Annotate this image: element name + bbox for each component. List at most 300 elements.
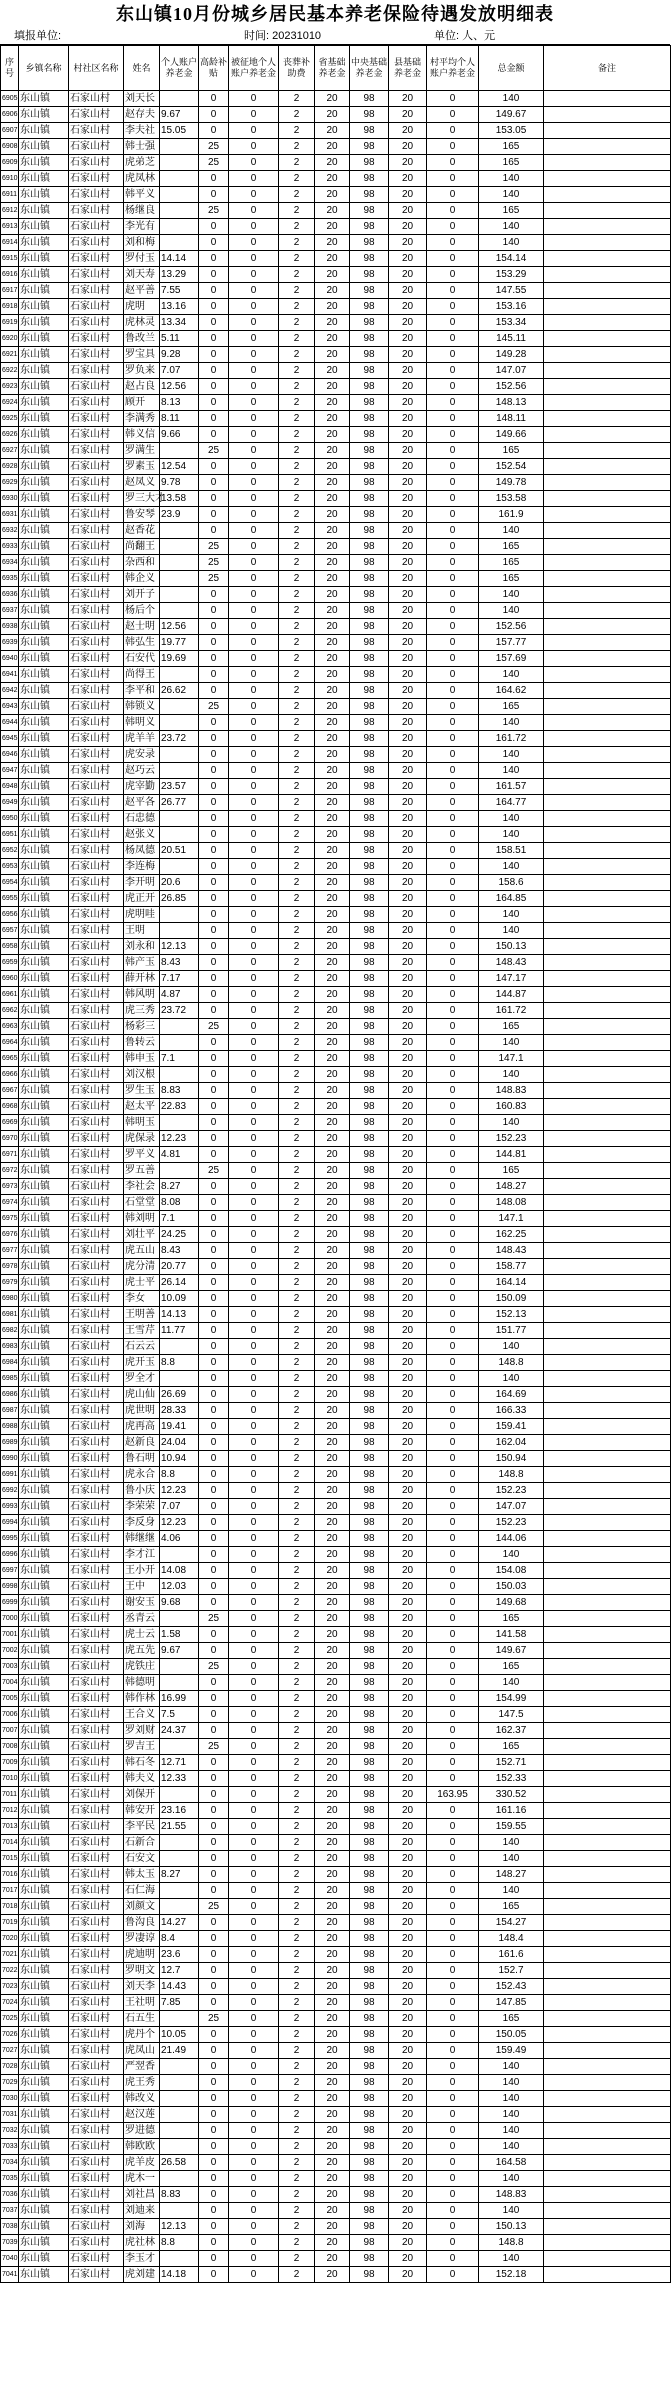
- cell-name: 石仁海: [124, 1883, 160, 1899]
- cell-total: 164.62: [479, 683, 544, 699]
- cell-note: [544, 539, 671, 555]
- cell-note: [544, 155, 671, 171]
- table-row: [1, 2171, 671, 2187]
- table-row: [1, 1371, 671, 1387]
- cell-central-pension: 98: [350, 2251, 389, 2267]
- cell-seq: 7033: [1, 2139, 19, 2155]
- cell-provincial-pension: 20: [315, 91, 350, 107]
- cell-elderly-subsidy: 0: [199, 1387, 229, 1403]
- table-row: [1, 203, 671, 219]
- cell-funeral-subsidy: 2: [279, 683, 315, 699]
- cell-village: 石家山村: [69, 1275, 124, 1291]
- cell-individual-account: 8.8: [160, 1355, 199, 1371]
- table-row: [1, 843, 671, 859]
- cell-land-pension: 0: [229, 171, 279, 187]
- cell-name: 虎明: [124, 299, 160, 315]
- table-row: [1, 2139, 671, 2155]
- table-row: [1, 1723, 671, 1739]
- cell-provincial-pension: 20: [315, 2219, 350, 2235]
- cell-name: 赵太平: [124, 1099, 160, 1115]
- cell-central-pension: 98: [350, 1611, 389, 1627]
- cell-provincial-pension: 20: [315, 731, 350, 747]
- cell-village-pension: 0: [427, 827, 479, 843]
- cell-note: [544, 1499, 671, 1515]
- cell-seq: 6989: [1, 1435, 19, 1451]
- cell-seq: 6932: [1, 523, 19, 539]
- cell-land-pension: 0: [229, 1995, 279, 2011]
- cell-note: [544, 1355, 671, 1371]
- pension-table: [0, 45, 671, 2283]
- cell-village-pension: 0: [427, 843, 479, 859]
- cell-village: 石家山村: [69, 107, 124, 123]
- cell-village-pension: 0: [427, 1675, 479, 1691]
- cell-central-pension: 98: [350, 2027, 389, 2043]
- cell-note: [544, 523, 671, 539]
- cell-name: 杂西和: [124, 555, 160, 571]
- cell-town: 东山镇: [19, 379, 69, 395]
- cell-county-pension: 20: [389, 1979, 427, 1995]
- cell-village: 石家山村: [69, 539, 124, 555]
- cell-seq: 6949: [1, 795, 19, 811]
- cell-land-pension: 0: [229, 1051, 279, 1067]
- cell-total: 153.05: [479, 123, 544, 139]
- cell-individual-account: 14.08: [160, 1563, 199, 1579]
- column-header: 中央基础养老金: [350, 46, 389, 91]
- cell-village: 石家山村: [69, 2091, 124, 2107]
- column-header: 村社区名称: [69, 46, 124, 91]
- cell-village-pension: 0: [427, 107, 479, 123]
- cell-total: 141.58: [479, 1627, 544, 1643]
- cell-village: 石家山村: [69, 1227, 124, 1243]
- cell-seq: 6977: [1, 1243, 19, 1259]
- cell-town: 东山镇: [19, 1035, 69, 1051]
- cell-elderly-subsidy: 0: [199, 827, 229, 843]
- cell-provincial-pension: 20: [315, 715, 350, 731]
- cell-seq: 6997: [1, 1563, 19, 1579]
- cell-village-pension: 0: [427, 1771, 479, 1787]
- cell-town: 东山镇: [19, 1579, 69, 1595]
- table-row: [1, 1355, 671, 1371]
- cell-total: 148.8: [479, 2235, 544, 2251]
- cell-village-pension: 0: [427, 1451, 479, 1467]
- cell-county-pension: 20: [389, 1963, 427, 1979]
- cell-total: 150.03: [479, 1579, 544, 1595]
- cell-funeral-subsidy: 2: [279, 955, 315, 971]
- cell-land-pension: 0: [229, 1755, 279, 1771]
- cell-central-pension: 98: [350, 1515, 389, 1531]
- table-row: [1, 907, 671, 923]
- cell-total: 147.07: [479, 363, 544, 379]
- cell-land-pension: 0: [229, 859, 279, 875]
- cell-name: 韩平义: [124, 187, 160, 203]
- cell-land-pension: 0: [229, 1963, 279, 1979]
- cell-seq: 6940: [1, 651, 19, 667]
- cell-provincial-pension: 20: [315, 1819, 350, 1835]
- cell-funeral-subsidy: 2: [279, 1483, 315, 1499]
- cell-elderly-subsidy: 0: [199, 779, 229, 795]
- table-row: [1, 1531, 671, 1547]
- cell-village-pension: 0: [427, 811, 479, 827]
- cell-provincial-pension: 20: [315, 1067, 350, 1083]
- cell-town: 东山镇: [19, 1771, 69, 1787]
- cell-central-pension: 98: [350, 1083, 389, 1099]
- cell-elderly-subsidy: 0: [199, 923, 229, 939]
- cell-county-pension: 20: [389, 1291, 427, 1307]
- table-row: [1, 443, 671, 459]
- cell-land-pension: 0: [229, 747, 279, 763]
- cell-seq: 7000: [1, 1611, 19, 1627]
- cell-total: 140: [479, 2203, 544, 2219]
- table-row: [1, 699, 671, 715]
- cell-note: [544, 1547, 671, 1563]
- cell-total: 140: [479, 715, 544, 731]
- cell-funeral-subsidy: 2: [279, 811, 315, 827]
- cell-land-pension: 0: [229, 2171, 279, 2187]
- cell-total: 147.55: [479, 283, 544, 299]
- cell-total: 140: [479, 1835, 544, 1851]
- cell-funeral-subsidy: 2: [279, 1531, 315, 1547]
- cell-seq: 6960: [1, 971, 19, 987]
- cell-town: 东山镇: [19, 1835, 69, 1851]
- cell-village-pension: 0: [427, 2011, 479, 2027]
- cell-county-pension: 20: [389, 779, 427, 795]
- cell-name: 虎迪明: [124, 1947, 160, 1963]
- cell-elderly-subsidy: 0: [199, 1195, 229, 1211]
- cell-county-pension: 20: [389, 251, 427, 267]
- cell-total: 152.54: [479, 459, 544, 475]
- cell-name: 鲁石明: [124, 1451, 160, 1467]
- cell-provincial-pension: 20: [315, 347, 350, 363]
- cell-town: 东山镇: [19, 507, 69, 523]
- cell-name: 李夫社: [124, 123, 160, 139]
- cell-land-pension: 0: [229, 139, 279, 155]
- cell-seq: 7027: [1, 2043, 19, 2059]
- cell-note: [544, 507, 671, 523]
- cell-county-pension: 20: [389, 219, 427, 235]
- cell-funeral-subsidy: 2: [279, 2043, 315, 2059]
- cell-town: 东山镇: [19, 235, 69, 251]
- cell-county-pension: 20: [389, 363, 427, 379]
- cell-county-pension: 20: [389, 1147, 427, 1163]
- cell-county-pension: 20: [389, 1835, 427, 1851]
- cell-town: 东山镇: [19, 1979, 69, 1995]
- cell-funeral-subsidy: 2: [279, 1403, 315, 1419]
- cell-seq: 7010: [1, 1771, 19, 1787]
- cell-provincial-pension: 20: [315, 1691, 350, 1707]
- cell-land-pension: 0: [229, 811, 279, 827]
- cell-town: 东山镇: [19, 1019, 69, 1035]
- cell-village: 石家山村: [69, 1259, 124, 1275]
- cell-county-pension: 20: [389, 1595, 427, 1611]
- cell-seq: 6961: [1, 987, 19, 1003]
- cell-name: 顾开: [124, 395, 160, 411]
- cell-seq: 6970: [1, 1131, 19, 1147]
- cell-individual-account: 9.66: [160, 427, 199, 443]
- cell-name: 石安文: [124, 1851, 160, 1867]
- cell-county-pension: 20: [389, 555, 427, 571]
- cell-seq: 7030: [1, 2091, 19, 2107]
- cell-note: [544, 667, 671, 683]
- cell-note: [544, 1211, 671, 1227]
- cell-central-pension: 98: [350, 363, 389, 379]
- cell-individual-account: 12.33: [160, 1771, 199, 1787]
- cell-individual-account: 24.37: [160, 1723, 199, 1739]
- cell-village: 石家山村: [69, 2107, 124, 2123]
- cell-village: 石家山村: [69, 587, 124, 603]
- cell-total: 165: [479, 1899, 544, 1915]
- cell-note: [544, 635, 671, 651]
- cell-note: [544, 1979, 671, 1995]
- cell-note: [544, 1787, 671, 1803]
- cell-village-pension: 0: [427, 619, 479, 635]
- cell-note: [544, 123, 671, 139]
- cell-funeral-subsidy: 2: [279, 395, 315, 411]
- cell-name: 王社明: [124, 1995, 160, 2011]
- cell-funeral-subsidy: 2: [279, 2027, 315, 2043]
- cell-total: 165: [479, 539, 544, 555]
- cell-central-pension: 98: [350, 539, 389, 555]
- cell-total: 148.8: [479, 1467, 544, 1483]
- cell-village-pension: 0: [427, 971, 479, 987]
- cell-central-pension: 98: [350, 715, 389, 731]
- cell-total: 161.72: [479, 731, 544, 747]
- cell-land-pension: 0: [229, 2059, 279, 2075]
- cell-provincial-pension: 20: [315, 1355, 350, 1371]
- cell-total: 165: [479, 203, 544, 219]
- cell-total: 147.85: [479, 1995, 544, 2011]
- cell-central-pension: 98: [350, 1227, 389, 1243]
- report-time: 时间: 20231010: [244, 30, 322, 42]
- cell-total: 165: [479, 699, 544, 715]
- cell-elderly-subsidy: 0: [199, 475, 229, 491]
- cell-elderly-subsidy: 0: [199, 1035, 229, 1051]
- cell-elderly-subsidy: 0: [199, 1755, 229, 1771]
- cell-note: [544, 379, 671, 395]
- cell-provincial-pension: 20: [315, 667, 350, 683]
- cell-provincial-pension: 20: [315, 2059, 350, 2075]
- cell-name: 刘天寿: [124, 267, 160, 283]
- cell-village: 石家山村: [69, 347, 124, 363]
- cell-central-pension: 98: [350, 2139, 389, 2155]
- cell-seq: 7025: [1, 2011, 19, 2027]
- table-row: [1, 1163, 671, 1179]
- cell-town: 东山镇: [19, 1995, 69, 2011]
- cell-elderly-subsidy: 0: [199, 1691, 229, 1707]
- cell-village-pension: 0: [427, 1595, 479, 1611]
- cell-county-pension: 20: [389, 2123, 427, 2139]
- cell-county-pension: 20: [389, 1435, 427, 1451]
- cell-name: 韩夫义: [124, 1771, 160, 1787]
- cell-funeral-subsidy: 2: [279, 155, 315, 171]
- cell-county-pension: 20: [389, 427, 427, 443]
- cell-town: 东山镇: [19, 2123, 69, 2139]
- cell-village: 石家山村: [69, 2187, 124, 2203]
- cell-individual-account: 20.51: [160, 843, 199, 859]
- cell-county-pension: 20: [389, 2139, 427, 2155]
- cell-note: [544, 1307, 671, 1323]
- cell-county-pension: 20: [389, 299, 427, 315]
- cell-village-pension: 0: [427, 1739, 479, 1755]
- table-row: [1, 219, 671, 235]
- cell-individual-account: 12.56: [160, 379, 199, 395]
- cell-seq: 6953: [1, 859, 19, 875]
- cell-elderly-subsidy: 0: [199, 107, 229, 123]
- cell-elderly-subsidy: 0: [199, 2091, 229, 2107]
- table-row: [1, 1707, 671, 1723]
- table-row: [1, 1787, 671, 1803]
- cell-funeral-subsidy: 2: [279, 1883, 315, 1899]
- cell-town: 东山镇: [19, 491, 69, 507]
- cell-county-pension: 20: [389, 763, 427, 779]
- table-row: [1, 235, 671, 251]
- cell-town: 东山镇: [19, 1275, 69, 1291]
- cell-village-pension: 0: [427, 923, 479, 939]
- header-row: [1, 46, 671, 91]
- cell-town: 东山镇: [19, 2267, 69, 2283]
- table-row: [1, 1499, 671, 1515]
- cell-central-pension: 98: [350, 587, 389, 603]
- cell-land-pension: 0: [229, 763, 279, 779]
- cell-land-pension: 0: [229, 155, 279, 171]
- cell-note: [544, 587, 671, 603]
- cell-provincial-pension: 20: [315, 139, 350, 155]
- cell-town: 东山镇: [19, 1371, 69, 1387]
- cell-county-pension: 20: [389, 2203, 427, 2219]
- cell-village-pension: 0: [427, 651, 479, 667]
- cell-county-pension: 20: [389, 1691, 427, 1707]
- cell-individual-account: [160, 1899, 199, 1915]
- cell-central-pension: 98: [350, 747, 389, 763]
- cell-funeral-subsidy: 2: [279, 619, 315, 635]
- cell-provincial-pension: 20: [315, 1403, 350, 1419]
- cell-elderly-subsidy: 25: [199, 699, 229, 715]
- cell-county-pension: 20: [389, 811, 427, 827]
- cell-name: 虎安录: [124, 747, 160, 763]
- cell-individual-account: [160, 2123, 199, 2139]
- table-row: [1, 1835, 671, 1851]
- cell-individual-account: [160, 907, 199, 923]
- cell-central-pension: 98: [350, 1707, 389, 1723]
- table-row: [1, 1691, 671, 1707]
- cell-village: 石家山村: [69, 331, 124, 347]
- cell-village-pension: 0: [427, 667, 479, 683]
- table-row: [1, 411, 671, 427]
- cell-provincial-pension: 20: [315, 651, 350, 667]
- cell-county-pension: 20: [389, 2107, 427, 2123]
- cell-note: [544, 475, 671, 491]
- cell-central-pension: 98: [350, 651, 389, 667]
- cell-note: [544, 619, 671, 635]
- cell-elderly-subsidy: 0: [199, 683, 229, 699]
- cell-land-pension: 0: [229, 107, 279, 123]
- cell-funeral-subsidy: 2: [279, 907, 315, 923]
- cell-village-pension: 163.95: [427, 1787, 479, 1803]
- cell-note: [544, 1531, 671, 1547]
- cell-village-pension: 0: [427, 1899, 479, 1915]
- cell-note: [544, 715, 671, 731]
- cell-town: 东山镇: [19, 1483, 69, 1499]
- cell-county-pension: 20: [389, 2251, 427, 2267]
- cell-village-pension: 0: [427, 955, 479, 971]
- cell-land-pension: 0: [229, 219, 279, 235]
- cell-land-pension: 0: [229, 315, 279, 331]
- cell-village: 石家山村: [69, 2251, 124, 2267]
- cell-seq: 6978: [1, 1259, 19, 1275]
- cell-central-pension: 98: [350, 251, 389, 267]
- table-row: [1, 299, 671, 315]
- cell-elderly-subsidy: 0: [199, 1931, 229, 1947]
- cell-provincial-pension: 20: [315, 379, 350, 395]
- cell-seq: 6971: [1, 1147, 19, 1163]
- cell-note: [544, 139, 671, 155]
- cell-provincial-pension: 20: [315, 1275, 350, 1291]
- table-row: [1, 1611, 671, 1627]
- cell-village-pension: 0: [427, 1467, 479, 1483]
- cell-total: 153.29: [479, 267, 544, 283]
- cell-village: 石家山村: [69, 2043, 124, 2059]
- column-header: 丧葬补助费: [279, 46, 315, 91]
- cell-name: 虎分清: [124, 1259, 160, 1275]
- cell-note: [544, 2251, 671, 2267]
- cell-central-pension: 98: [350, 1355, 389, 1371]
- cell-land-pension: 0: [229, 395, 279, 411]
- cell-county-pension: 20: [389, 1675, 427, 1691]
- cell-individual-account: 23.6: [160, 1947, 199, 1963]
- cell-land-pension: 0: [229, 987, 279, 1003]
- cell-village-pension: 0: [427, 555, 479, 571]
- cell-central-pension: 98: [350, 1819, 389, 1835]
- cell-land-pension: 0: [229, 1355, 279, 1371]
- cell-village-pension: 0: [427, 443, 479, 459]
- table-row: [1, 1083, 671, 1099]
- cell-provincial-pension: 20: [315, 1115, 350, 1131]
- cell-county-pension: 20: [389, 843, 427, 859]
- cell-note: [544, 2171, 671, 2187]
- cell-provincial-pension: 20: [315, 1419, 350, 1435]
- cell-total: 140: [479, 219, 544, 235]
- cell-village: 石家山村: [69, 651, 124, 667]
- cell-note: [544, 923, 671, 939]
- cell-town: 东山镇: [19, 331, 69, 347]
- cell-land-pension: 0: [229, 267, 279, 283]
- cell-land-pension: 0: [229, 2203, 279, 2219]
- cell-land-pension: 0: [229, 795, 279, 811]
- cell-county-pension: 20: [389, 1115, 427, 1131]
- cell-name: 刘永和: [124, 939, 160, 955]
- cell-village: 石家山村: [69, 1403, 124, 1419]
- cell-village-pension: 0: [427, 2155, 479, 2171]
- cell-village-pension: 0: [427, 571, 479, 587]
- cell-seq: 6985: [1, 1371, 19, 1387]
- cell-total: 152.13: [479, 1307, 544, 1323]
- cell-name: 赵张义: [124, 827, 160, 843]
- cell-village: 石家山村: [69, 1099, 124, 1115]
- cell-elderly-subsidy: 0: [199, 875, 229, 891]
- cell-town: 东山镇: [19, 1627, 69, 1643]
- cell-individual-account: [160, 1739, 199, 1755]
- cell-elderly-subsidy: 0: [199, 331, 229, 347]
- cell-elderly-subsidy: 0: [199, 1099, 229, 1115]
- cell-individual-account: 26.58: [160, 2155, 199, 2171]
- cell-name: 谢安玉: [124, 1595, 160, 1611]
- cell-funeral-subsidy: 2: [279, 187, 315, 203]
- cell-total: 148.83: [479, 2187, 544, 2203]
- cell-town: 东山镇: [19, 1899, 69, 1915]
- cell-county-pension: 20: [389, 1899, 427, 1915]
- cell-elderly-subsidy: 0: [199, 955, 229, 971]
- cell-provincial-pension: 20: [315, 1755, 350, 1771]
- cell-name: 王明善: [124, 1307, 160, 1323]
